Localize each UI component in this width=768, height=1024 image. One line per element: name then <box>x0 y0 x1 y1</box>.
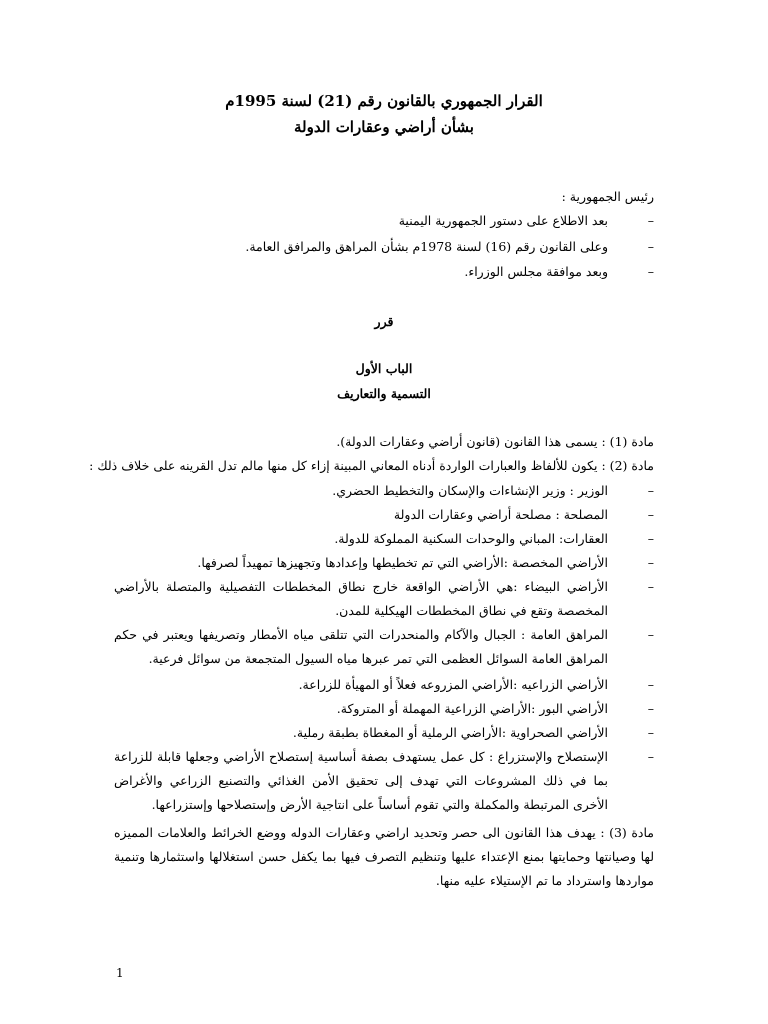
definition-item: المراهق العامة : الجبال والآكام والمنحدرات التي تتلقى مياه الأمطار وتصريفها ويعتبر في حكم المراهق العامة السوائل العظمى التي تمر عبرها مياه السيول المتجمعة من سوائل فرعية. <box>114 627 608 666</box>
bullet-dash: – <box>647 264 654 279</box>
law-title: القرار الجمهوري بالقانون رقم (21) لسنة 1995م <box>225 92 543 110</box>
bullet-dash: – <box>647 213 654 228</box>
definition-item: الوزير : وزير الإنشاءات والإسكان والتخطيط الحضري. <box>332 483 608 498</box>
definition-item: الأراضي الزراعيه :الأراضي المزروعه فعلاً أو المهيأة للزراعة. <box>298 677 608 692</box>
chapter-subtitle: التسمية والتعاريف <box>337 386 431 401</box>
preamble-item: وعلى القانون رقم (16) لسنة 1978م بشأن المراهق والمرافق العامة. <box>245 239 608 254</box>
definition-item: العقارات: المباني والوحدات السكنية المملوكة للدولة. <box>334 531 608 546</box>
bullet-dash: – <box>647 749 654 764</box>
law-subtitle: بشأن أراضي وعقارات الدولة <box>294 118 474 136</box>
chapter-title: الباب الأول <box>355 361 413 376</box>
decision-heading: قرر <box>374 314 394 329</box>
bullet-dash: – <box>647 677 654 692</box>
bullet-dash: – <box>647 555 654 570</box>
definition-item: الإستصلاح والإستزراع : كل عمل يستهدف بصفة أساسية إستصلاح الأراضي وجعلها قابلة للزراعة بما في ذلك المشروعات التي تهدف إلى تحقيق الأمن الغذائي والتصنيع الزراعي والأغراض الأخرى المرتبطة والمكملة والتي تقوم أساساً على انتاجية الأرض وإستصلاحها وإستزراعها. <box>114 749 608 812</box>
preamble-item: بعد الاطلاع على دستور الجمهورية اليمنية <box>398 213 608 228</box>
bullet-dash: – <box>647 239 654 254</box>
article-2: مادة (2) : يكون للألفاظ والعبارات الواردة أدناه المعاني المبينة إزاء كل منها مالم تدل القرينه على خلاف ذلك : <box>89 458 654 473</box>
definition-item: المصلحة : مصلحة أراضي وعقارات الدولة <box>393 507 608 522</box>
article-3: مادة (3) : يهدف هذا القانون الى حصر وتحديد اراضي وعقارات الدوله ووضع الخرائط والعلامات المميزه لها وصيانتها وحمايتها بمنع الإعتداء عليها وتنظيم التصرف فيها بما يكفل حسن استغلالها واستثمارها وتنمية مواردها واسترداد ما تم الإستيلاء عليه منها. <box>114 825 654 888</box>
bullet-dash: – <box>647 701 654 716</box>
preamble-intro: رئيس الجمهورية : <box>561 189 654 204</box>
bullet-dash: – <box>647 531 654 546</box>
bullet-dash: – <box>647 579 654 594</box>
definition-item: الأراضي المخصصة :الأراضي التي تم تخطيطها وإعدادها وتجهيزها تمهيداً لصرفها. <box>197 555 608 570</box>
article-1: مادة (1) : يسمى هذا القانون (قانون أراضي وعقارات الدولة). <box>336 434 654 449</box>
bullet-dash: – <box>647 507 654 522</box>
bullet-dash: – <box>647 627 654 642</box>
page-number: 1 <box>116 966 124 980</box>
definition-item: الأراضي البيضاء :هي الأراضي الواقعة خارج نطاق المخططات التفصيلية والمتصلة بالأراضي المخصصة وتقع في نطاق المخططات الهيكلية للمدن. <box>114 579 608 618</box>
definition-item: الأراضي البور :الأراضي الزراعية المهملة أو المتروكة. <box>336 701 608 716</box>
preamble-item: وبعد موافقة مجلس الوزراء. <box>464 264 608 279</box>
definition-item: الأراضي الصحراوية :الأراضي الرملية أو المغطاة بطبقة رملية. <box>292 725 608 740</box>
bullet-dash: – <box>647 483 654 498</box>
bullet-dash: – <box>647 725 654 740</box>
